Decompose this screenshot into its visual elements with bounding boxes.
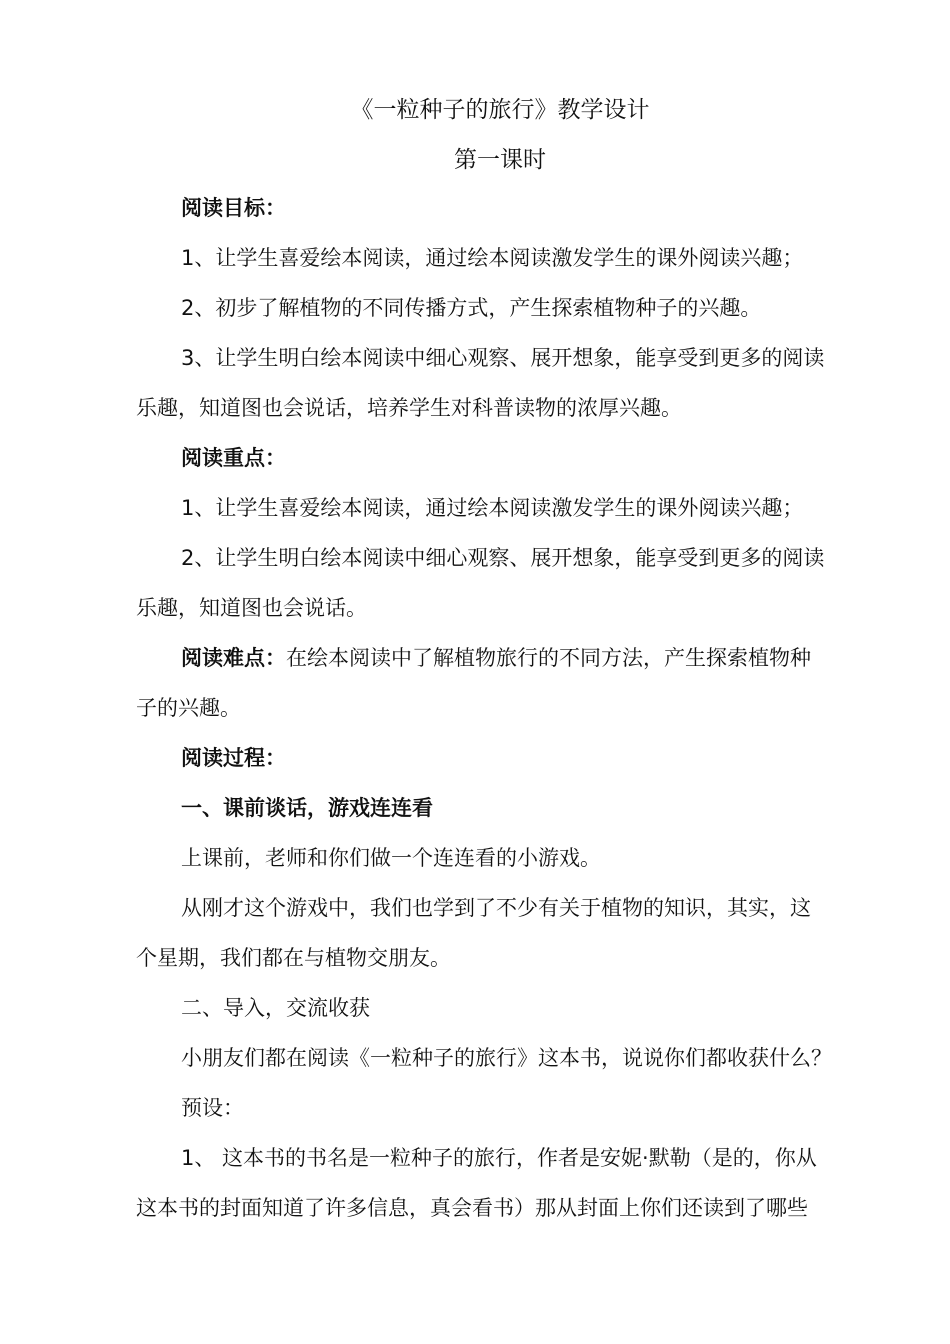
section-heading-reading-process: 阅读过程：	[181, 746, 286, 770]
section-heading-reading-difficulty: 阅读难点：	[181, 646, 286, 670]
paragraph-line: 预设：	[181, 1096, 244, 1120]
difficulty-text: 在绘本阅读中了解植物旅行的不同方法，产生探索植物种	[286, 646, 811, 670]
paragraph-line-difficulty	[181, 643, 811, 673]
paragraph-line: 上课前，老师和你们做一个连连看的小游戏。	[181, 846, 601, 870]
paragraph-line: 3、让学生明白绘本阅读中细心观察、展开想象，能享受到更多的阅读	[181, 346, 825, 370]
paragraph-line: 从刚才这个游戏中，我们也学到了不少有关于植物的知识，其实，这	[181, 896, 811, 920]
paragraph-line: 乐趣，知道图也会说话，培养学生对科普读物的浓厚兴趣。	[136, 396, 682, 420]
document-title: 《一粒种子的旅行》教学设计	[350, 97, 650, 123]
paragraph-line: 子的兴趣。	[136, 696, 241, 720]
paragraph-line: 2、初步了解植物的不同传播方式，产生探索植物种子的兴趣。	[181, 296, 762, 320]
paragraph-line: 1、让学生喜爱绘本阅读，通过绘本阅读激发学生的课外阅读兴趣；	[181, 246, 804, 270]
paragraph-line: 这本书的封面知道了许多信息，真会看书）那从封面上你们还读到了哪些	[136, 1196, 808, 1220]
paragraph-line: 1、让学生喜爱绘本阅读，通过绘本阅读激发学生的课外阅读兴趣；	[181, 496, 804, 520]
section-heading-reading-goals: 阅读目标：	[181, 196, 286, 220]
paragraph-line: 1、 这本书的书名是一粒种子的旅行，作者是安妮·默勒（是的，你从	[181, 1146, 817, 1170]
document-subtitle: 第一课时	[454, 147, 546, 173]
subsection-heading-one: 一、课前谈话，游戏连连看	[181, 796, 433, 820]
paragraph-line: 个星期，我们都在与植物交朋友。	[136, 946, 451, 970]
paragraph-line: 2、让学生明白绘本阅读中细心观察、展开想象，能享受到更多的阅读	[181, 546, 825, 570]
paragraph-line: 乐趣，知道图也会说话。	[136, 596, 367, 620]
section-heading-reading-focus: 阅读重点：	[181, 446, 286, 470]
subsection-heading-two: 二、导入，交流收获	[181, 996, 370, 1020]
paragraph-line: 小朋友们都在阅读《一粒种子的旅行》这本书，说说你们都收获什么？	[181, 1046, 832, 1070]
